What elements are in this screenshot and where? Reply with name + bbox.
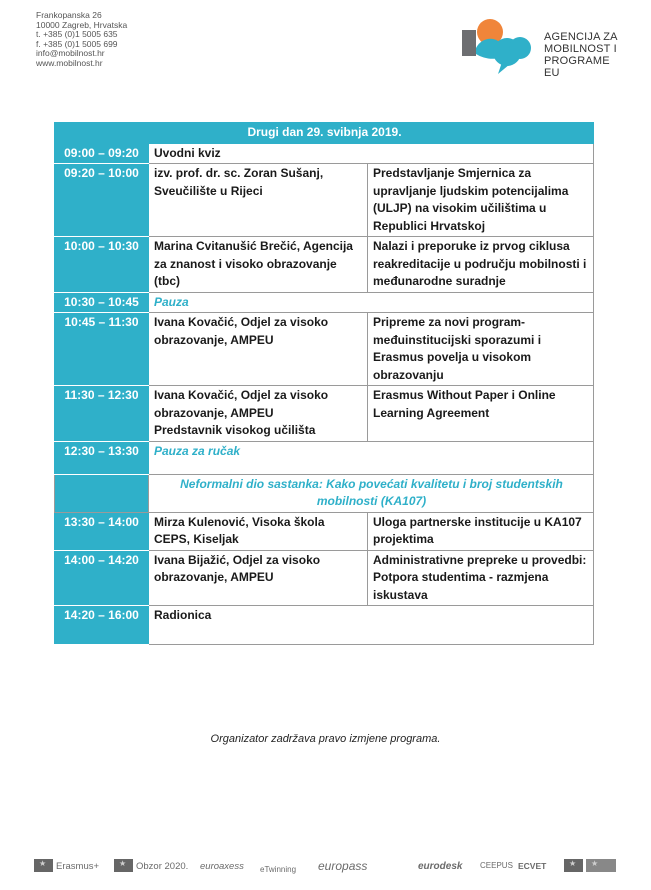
section-title: Neformalni dio sastanka: Kako povećati kvalitetu i broj studentskih mobilnosti (KA107) — [149, 474, 594, 512]
eu-flag-icon — [114, 859, 133, 872]
address-email[interactable]: info@mobilnost.hr — [36, 48, 105, 59]
speaker-name: Predstavnik visokog učilišta — [154, 423, 316, 437]
address-phone: t. +385 (0)1 5005 635 — [36, 29, 118, 40]
ecvet-logo: ECVET — [518, 861, 547, 871]
ceepus-logo: CEEPUS — [480, 861, 513, 870]
topic-cell: Administrativne prepreke u provedbi: Potpora studentima - razmjena iskustava — [368, 550, 594, 606]
table-row — [55, 143, 594, 164]
speaker-cell — [149, 386, 368, 442]
topic-cell: Predstavljanje Smjernica za upravljanje ljudskim potencijalima (ULJP) na visokim učilištima u Republici Hrvatskoj — [368, 164, 594, 237]
day-header-row — [55, 123, 594, 144]
address-city: 10000 Zagreb, Hrvatska — [36, 19, 128, 30]
table-row — [55, 606, 594, 645]
logo-line: PROGRAME EU — [544, 55, 610, 79]
table-row — [55, 164, 594, 237]
time-cell: 09:00 – 09:20 — [55, 143, 149, 164]
european-solidarity-corps-logo — [586, 859, 616, 872]
time-cell: 10:45 – 11:30 — [55, 313, 149, 386]
eu-flag-icon — [564, 859, 583, 872]
section-spacer — [55, 474, 149, 512]
table-row — [55, 550, 594, 606]
speech-bubbles-icon — [462, 18, 542, 80]
break-cell: Pauza za ručak — [149, 441, 594, 474]
topic-cell: Nalazi i preporuke iz prvog ciklusa reakreditacije u području mobilnosti i međunarodne suradnje — [368, 237, 594, 293]
table-row — [55, 313, 594, 386]
table-row — [55, 512, 594, 550]
address-website[interactable]: www.mobilnost.hr — [36, 57, 103, 68]
speaker-cell: Ivana Kovačić, Odjel za visoko obrazovanje, AMPEU — [149, 313, 368, 386]
topic-cell: Pripreme za novi program-međuinstitucijski sporazumi i Erasmus povelja u visokom obrazovanju — [368, 313, 594, 386]
disclaimer-note: Organizator zadržava pravo izmjene programa. — [210, 733, 441, 745]
time-cell: 12:30 – 13:30 — [55, 441, 149, 474]
time-cell: 10:30 – 10:45 — [55, 292, 149, 313]
partner-logos-footer — [34, 855, 624, 885]
logo-line: MOBILNOST I — [544, 43, 617, 55]
table-row — [55, 237, 594, 293]
agency-logo — [462, 18, 622, 80]
euraxess-logo: euroaxess — [200, 861, 244, 872]
table-row — [55, 441, 594, 474]
time-cell: 14:20 – 16:00 — [55, 606, 149, 645]
obzor-logo: Obzor 2020. — [136, 861, 189, 872]
time-cell: 09:20 – 10:00 — [55, 164, 149, 237]
time-cell: 13:30 – 14:00 — [55, 512, 149, 550]
speaker-cell: izv. prof. dr. sc. Zoran Sušanj, Sveučilište u Rijeci — [149, 164, 368, 237]
break-cell: Pauza — [149, 292, 594, 313]
session-cell: Uvodni kviz — [149, 143, 594, 164]
agency-address — [36, 11, 127, 69]
logo-line: AGENCIJA ZA — [544, 31, 618, 43]
address-fax: f. +385 (0)1 5005 699 — [36, 38, 118, 49]
eu-flag-icon — [34, 859, 53, 872]
eurodesk-logo: eurodesk — [418, 861, 463, 872]
speaker-cell: Mirza Kulenović, Visoka škola CEPS, Kiseljak — [149, 512, 368, 550]
erasmus-logo: Erasmus+ — [56, 861, 100, 872]
logo-text — [544, 31, 622, 79]
speaker-name: Ivana Kovačić, Odjel za visoko obrazovanje, AMPEU — [154, 388, 329, 420]
europass-logo: europass — [318, 859, 368, 873]
time-cell: 10:00 – 10:30 — [55, 237, 149, 293]
topic-cell: Uloga partnerske institucije u KA107 projektima — [368, 512, 594, 550]
day-title: Drugi dan 29. svibnja 2019. — [55, 123, 594, 144]
topic-cell: Erasmus Without Paper i Online Learning Agreement — [368, 386, 594, 442]
table-row — [55, 386, 594, 442]
etwinning-logo: eTwinning — [260, 865, 297, 874]
speaker-cell: Marina Cvitanušić Brečić, Agencija za znanost i visoko obrazovanje (tbc) — [149, 237, 368, 293]
time-cell: 14:00 – 14:20 — [55, 550, 149, 606]
speaker-cell: Ivana Bijažić, Odjel za visoko obrazovanje, AMPEU — [149, 550, 368, 606]
address-street: Frankopanska 26 — [36, 10, 102, 20]
programme-table — [54, 122, 594, 645]
time-cell: 11:30 – 12:30 — [55, 386, 149, 442]
section-row — [55, 474, 594, 512]
table-row — [55, 292, 594, 313]
session-cell: Radionica — [149, 606, 594, 645]
